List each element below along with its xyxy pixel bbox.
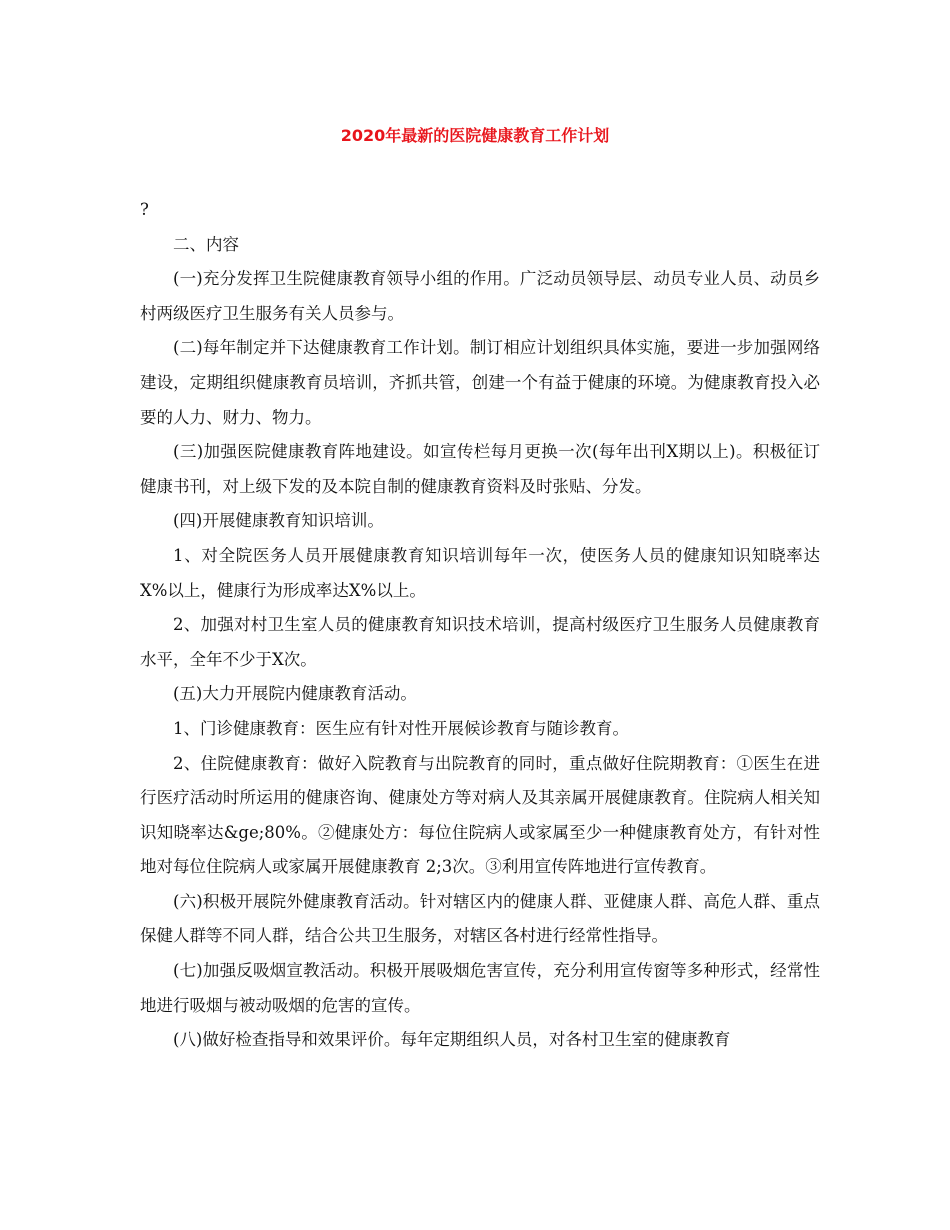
paragraph-item-5-1: 1、门诊健康教育：医生应有针对性开展候诊教育与随诊教育。 [173, 718, 629, 738]
paragraph-item-3: (三)加强医院健康教育阵地建设。如宣传栏每月更换一次(每年出刊X期以上)。积极征订健康书刊，对上级下发的及本院自制的健康教育资料及时张贴、分发。 [140, 442, 820, 496]
paragraph-item-6: (六)积极开展院外健康教育活动。针对辖区内的健康人群、亚健康人群、高危人群、重点保健人群等不同人群，结合公共卫生服务，对辖区各村进行经常性指导。 [140, 891, 820, 946]
paragraph-item-4-2: 2、加强对村卫生室人员的健康教育知识技术培训，提高村级医疗卫生服务人员健康教育水平，全年不少于X次。 [140, 615, 820, 669]
document-title: 2020年最新的医院健康教育工作计划 [340, 126, 610, 145]
paragraph-item-5: (五)大力开展院内健康教育活动。 [173, 684, 417, 704]
paragraph-item-2: (二)每年制定并下达健康教育工作计划。制订相应计划组织具体实施，要进一步加强网络建设，定期组织健康教育员培训，齐抓共管，创建一个有益于健康的环境。为健康教育投入必要的人力、财力、物力。 [140, 338, 820, 427]
question-mark-line: ? [140, 200, 149, 219]
paragraph-item-5-2: 2、住院健康教育：做好入院教育与出院教育的同时，重点做好住院期教育：①医生在进行医疗活动时所运用的健康咨询、健康处方等对病人及其亲属开展健康教育。住院病人相关知识知晓率达&ge;80%。②健康处方：每位住院病人或家属至少一种健康教育处方，有针对性地对每位住院病人或家属开展健康教育 2;3次。③利用宣传阵地进行宣传教育。 [140, 753, 820, 877]
section-heading-content: 二、内容 [173, 234, 239, 254]
paragraph-item-1: (一)充分发挥卫生院健康教育领导小组的作用。广泛动员领导层、动员专业人员、动员乡村两级医疗卫生服务有关人员参与。 [140, 269, 820, 323]
paragraph-item-8: (八)做好检查指导和效果评价。每年定期组织人员，对各村卫生室的健康教育 [173, 1030, 731, 1050]
paragraph-item-4: (四)开展健康教育知识培训。 [173, 511, 384, 531]
document-body [140, 193, 820, 1058]
paragraph-item-4-1: 1、对全院医务人员开展健康教育知识培训每年一次，使医务人员的健康知识知晓率达X%以上，健康行为形成率达X%以上。 [140, 545, 820, 600]
paragraph-item-7: (七)加强反吸烟宣教活动。积极开展吸烟危害宣传，充分利用宣传窗等多种形式，经常性地进行吸烟与被动吸烟的危害的宣传。 [140, 961, 820, 1015]
